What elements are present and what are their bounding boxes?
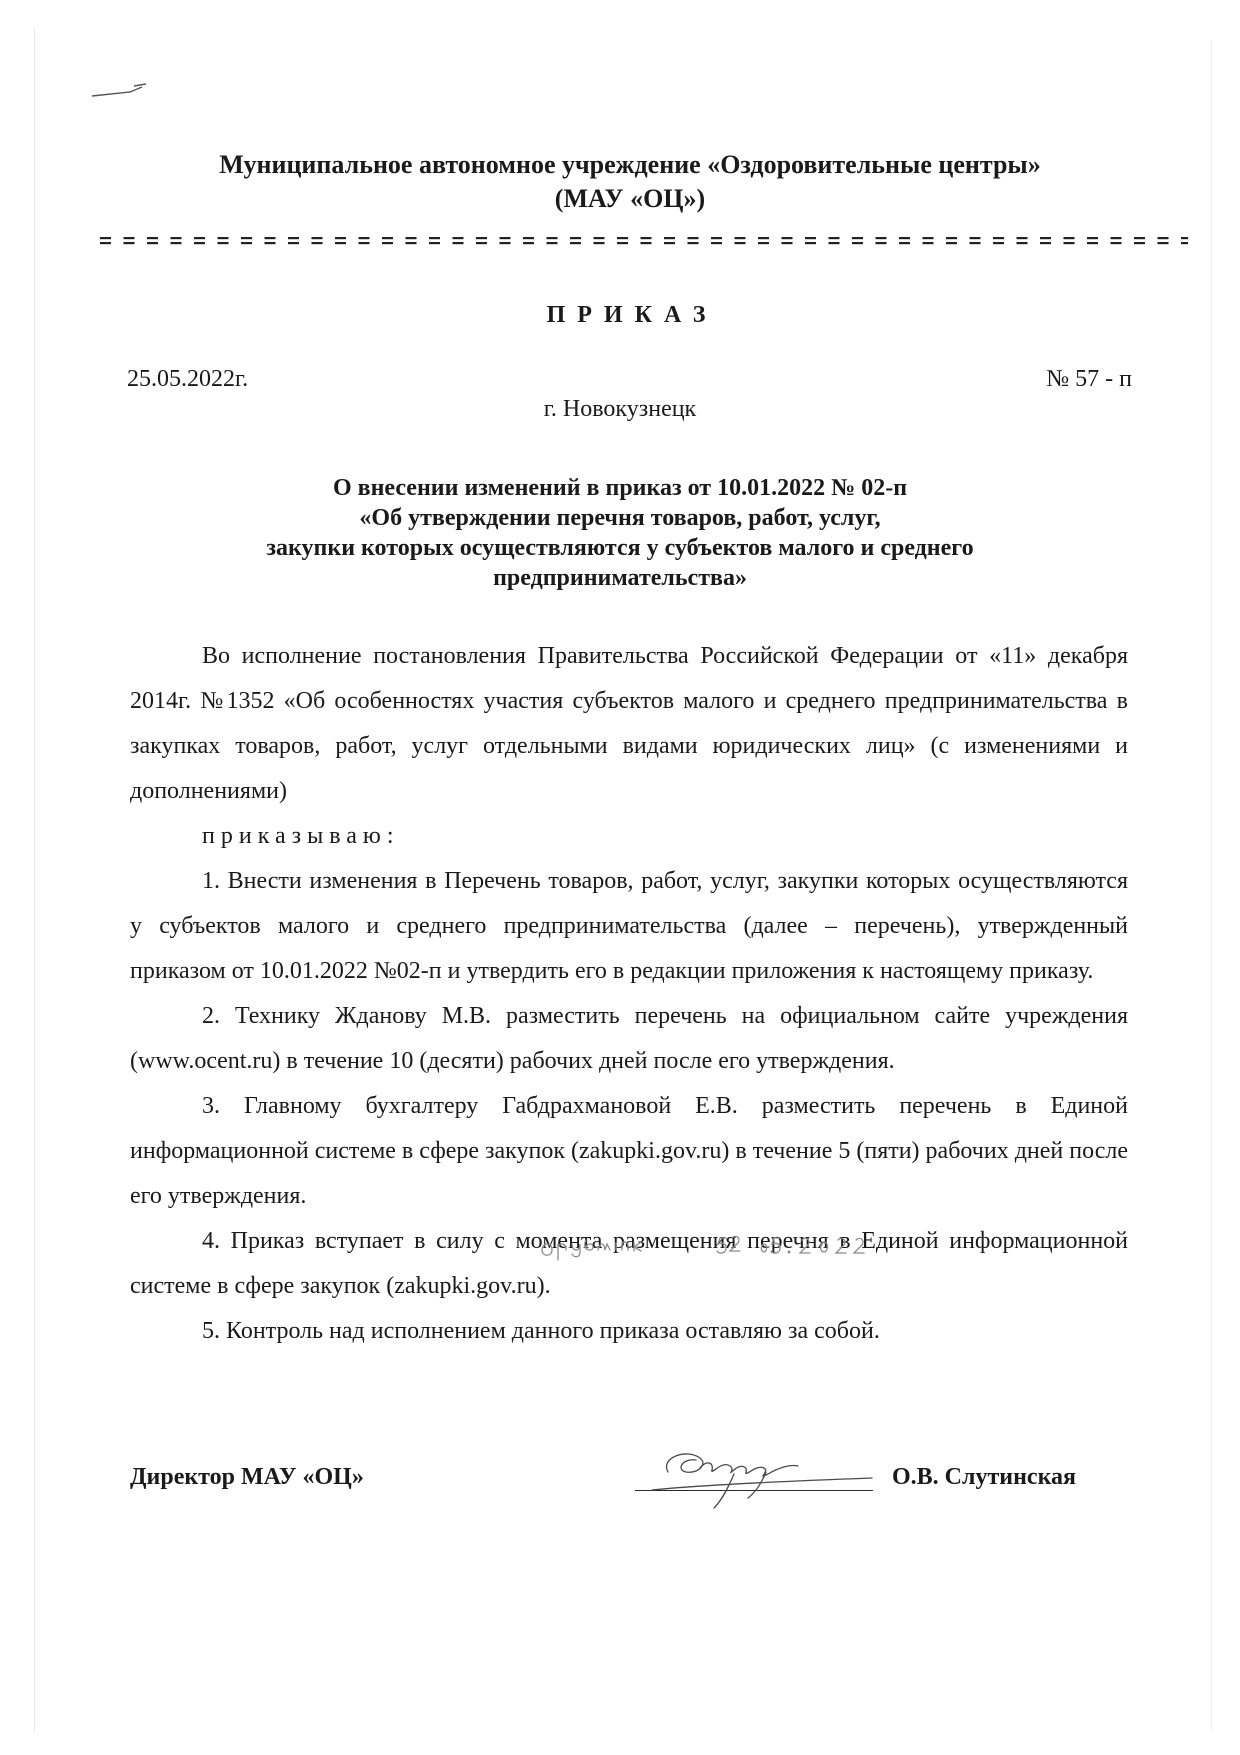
- subject-line: «Об утверждении перечня товаров, работ, услуг,: [359, 505, 881, 531]
- document-title: ПРИКАЗ: [546, 302, 718, 328]
- subject-line: закупки которых осуществляются у субъектов малого и среднего: [266, 535, 974, 561]
- preamble-paragraph: Во исполнение постановления Правительства Российской Федерации от «11» декабря 2014г. №1352 «Об особенностях участия субъектов малого и среднего предпринимательства в закупках товаров, работ, услуг отдельными видами юридических лиц» (с изменениями и дополнениями): [130, 643, 1128, 804]
- signatory-position: Директор МАУ «ОЦ»: [130, 1464, 364, 1490]
- signatory-name: О.В. Слутинская: [892, 1464, 1077, 1490]
- corner-pen-mark: [90, 82, 148, 100]
- subject-line: предпринимательства»: [493, 565, 747, 591]
- handwritten-publication-note: [536, 1228, 936, 1264]
- handwritten-signature: [640, 1428, 880, 1518]
- document-city: г. Новокузнецк: [543, 396, 697, 422]
- order-item-4: 4. Приказ вступает в силу с момента размещения перечня в Единой информационной системе в сфере закупок (zakupki.gov.ru).: [130, 1228, 1128, 1299]
- organization-abbreviation: (МАУ «ОЦ»): [554, 184, 706, 213]
- subject-line: О внесении изменений в приказ от 10.01.2022 № 02-п: [332, 475, 908, 501]
- order-item-1: 1. Внести изменения в Перечень товаров, работ, услуг, закупки которых осуществляются у субъектов малого и среднего предпринимательства (далее – перечень), утвержденный приказом от 10.01.2022 №02-п и утвердить его в редакции приложения к настоящему приказу.: [130, 868, 1128, 984]
- order-item-2: 2. Технику Жданову М.В. разместить перечень на официальном сайте учреждения (www.ocent.ru) в течение 10 (десяти) рабочих дней после его утверждения.: [130, 1003, 1128, 1074]
- header-divider: [100, 234, 1188, 248]
- order-item-3: 3. Главному бухгалтеру Габдрахмановой Е.В. разместить перечень в Единой информационной системе в сфере закупок (zakupki.gov.ru) в течение 5 (пяти) рабочих дней после его утверждения.: [130, 1093, 1128, 1209]
- organization-header: [130, 148, 1130, 216]
- scan-edge: [34, 30, 35, 1730]
- document-date: 25.05.2022г.: [127, 366, 249, 392]
- document-subject: [180, 473, 1060, 593]
- organization-name: Муниципальное автономное учреждение «Оздоровительные центры»: [219, 150, 1041, 179]
- scan-edge: [1211, 40, 1212, 1730]
- order-word: приказываю:: [202, 823, 400, 849]
- document-number: № 57 - п: [1046, 366, 1132, 392]
- order-item-5: 5. Контроль над исполнением данного приказа оставляю за собой.: [202, 1318, 880, 1344]
